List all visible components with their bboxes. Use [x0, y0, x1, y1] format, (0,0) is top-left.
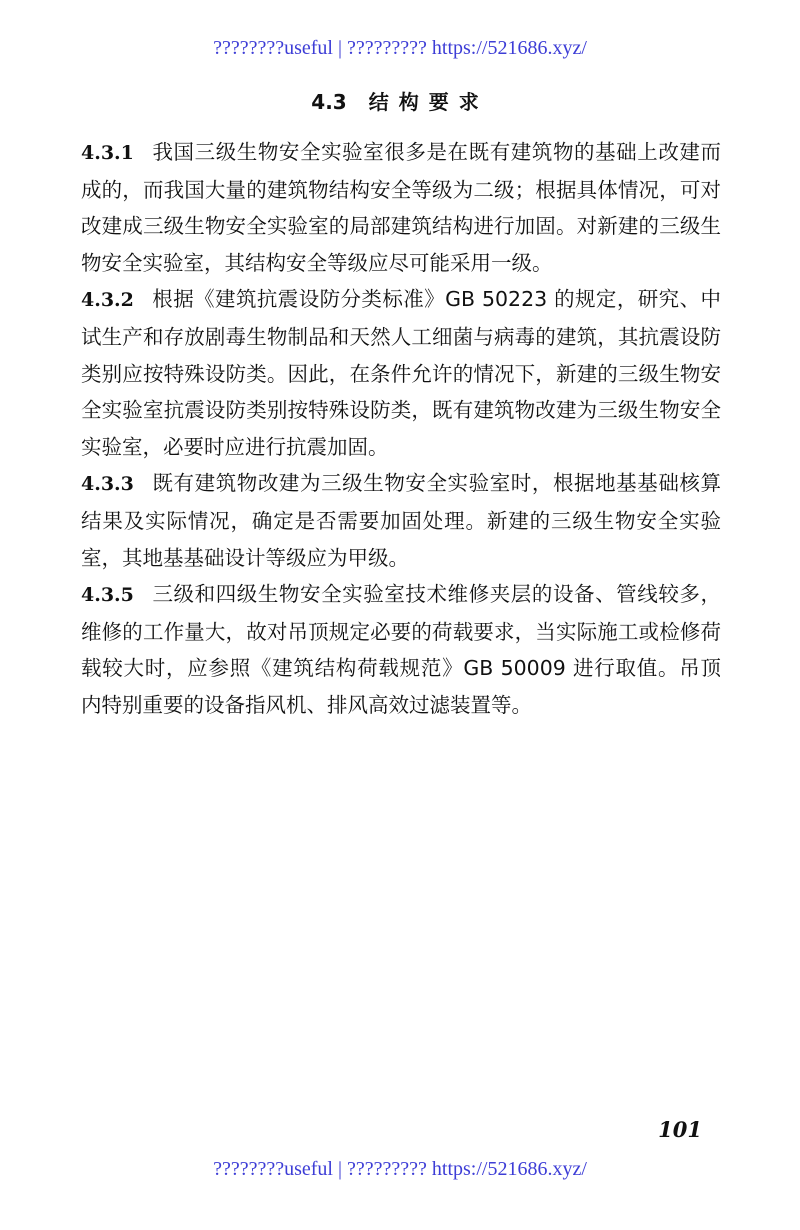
clause-text: 我国三级生物安全实验室很多是在既有建筑物的基础上改建而成的，而我国大量的建筑物结构安全等级为二级；根据具体情况，可对改建成三级生物安全实验室的局部建筑结构进行加固。对新建的三级生物安全实验室，其结构安全等级应尽可能采用一级。	[81, 140, 721, 275]
clause-paragraph	[81, 134, 721, 281]
clause-text: 根据《建筑抗震设防分类标准》GB 50223 的规定，研究、中试生产和存放剧毒生物制品和天然人工细菌与病毒的建筑，其抗震设防类别应按特殊设防类。因此，在条件允许的情况下，新建的三级生物安全实验室抗震设防类别按特殊设防类，既有建筑物改建为三级生物安全实验室，必要时应进行抗震加固。	[81, 287, 721, 459]
clause-number: 4.3.2	[81, 289, 134, 312]
clause-text: 既有建筑物改建为三级生物安全实验室时，根据地基基础核算结果及实际情况，确定是否需要加固处理。新建的三级生物安全实验室，其地基基础设计等级应为甲级。	[81, 471, 721, 570]
watermark-bottom: ????????useful | ????????? https://521686.xyz/	[213, 1158, 587, 1180]
section-heading	[0, 88, 800, 116]
section-title: 结构要求	[368, 90, 489, 114]
clause-text: 三级和四级生物安全实验室技术维修夹层的设备、管线较多，维修的工作量大，故对吊顶规定必要的荷载要求，当实际施工或检修荷载较大时，应参照《建筑结构荷载规范》GB 50009 进行取值。吊顶内特别重要的设备指风机、排风高效过滤装置等。	[81, 582, 721, 717]
clause-paragraph	[81, 465, 721, 576]
clause-number: 4.3.1	[81, 142, 134, 164]
clause-number: 4.3.3	[81, 473, 134, 496]
clause-number: 4.3.5	[81, 584, 134, 607]
section-number: 4.3	[311, 90, 347, 114]
clause-paragraph	[81, 281, 721, 465]
clause-paragraph	[81, 576, 721, 723]
watermark-top: ????????useful | ????????? https://521686.xyz/	[213, 37, 587, 59]
page-number: 101	[658, 1117, 702, 1142]
clause-list	[81, 134, 721, 724]
